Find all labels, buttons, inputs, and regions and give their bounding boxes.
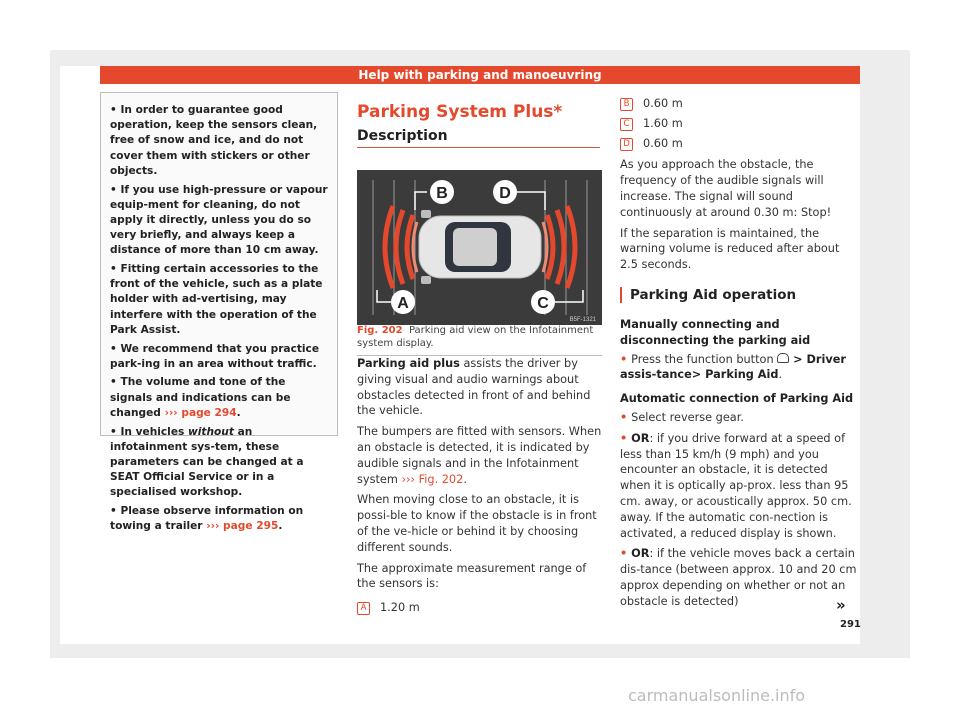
page-link[interactable]: ››› page 294 xyxy=(164,406,237,419)
label-d-icon: D xyxy=(620,138,633,151)
warning-item: • We recommend that you practice park-ing in an area without traffic. xyxy=(110,342,320,370)
bullet-icon: • xyxy=(620,410,632,424)
range-item: D 0.60 m xyxy=(620,136,860,152)
bullet-icon: • xyxy=(110,263,121,276)
paragraph: As you approach the obstacle, the frequency of the audible signals will increase. The signal will sound continuously at around 0.30 m: Stop! xyxy=(620,158,832,219)
figure-label-a: A xyxy=(397,295,409,312)
operation-column xyxy=(620,96,860,615)
paragraph: Parking aid plus assists the driver by giving visual and audio warnings about obstacles detected in front of and behind the vehicle. xyxy=(357,357,591,418)
bullet-icon: • xyxy=(110,376,121,389)
figure-link[interactable]: ››› Fig. 202 xyxy=(401,472,464,486)
bullet-icon: • xyxy=(110,104,121,116)
bullet-icon: • xyxy=(110,183,121,196)
continue-icon: » xyxy=(836,596,846,614)
warning-item: • In order to guarantee good operation, keep the sensors clean, free of snow and ice, and do not cover them with stickers or other objects. xyxy=(110,104,318,177)
section-title: Parking System Plus* xyxy=(357,102,563,122)
bullet-item: • OR: if the vehicle moves back a certain dis-tance (between approx. 10 and 20 cm approx depending on whether or not an obstacle is detected) xyxy=(620,547,857,608)
parking-aid-illustration xyxy=(357,170,602,325)
chapter-header: Help with parking and manoeuvring xyxy=(100,66,860,84)
figure-number: Fig. 202 xyxy=(357,325,403,336)
bullet-item: • Press the function button > Driver assis-tance> Parking Aid. xyxy=(620,352,846,382)
bullet-icon: • xyxy=(620,352,632,366)
warning-item: • Fitting certain accessories to the front of the vehicle, such as a plate holder with ad-vertising, may interfere with the operation of the Park Assist. xyxy=(110,263,323,336)
figure-code: B5F-1321 xyxy=(569,317,596,323)
watermark: carmanualsonline.info xyxy=(628,686,806,705)
label-c-icon: C xyxy=(620,118,633,131)
bullet-icon: • xyxy=(110,342,121,355)
warning-item: • In vehicles without an infotainment sys-tem, these parameters can be changed at a SEAT Official Service or in a specialised workshop. xyxy=(110,425,304,499)
parking-aid-figure xyxy=(357,170,602,325)
paragraph: The bumpers are fitted with sensors. When an obstacle is detected, it is indicated by audible signals and in the Infotainment system ››› Fig. 202. xyxy=(357,425,602,486)
page-number: 291 xyxy=(840,619,861,630)
description-column xyxy=(357,96,602,148)
figure-label-b: B xyxy=(436,185,448,202)
page-link[interactable]: ››› page 295 xyxy=(206,520,279,533)
range-item: B 0.60 m xyxy=(620,96,860,112)
bullet-icon: • xyxy=(620,431,632,445)
paragraph: The approximate measurement range of the sensors is: xyxy=(357,561,587,591)
section-subtitle: Description xyxy=(357,128,600,148)
figure-caption: Fig. 202 Parking aid view on the Infotainment system display. xyxy=(357,324,602,356)
subheading: Manually connecting and disconnecting the parking aid xyxy=(620,317,811,347)
figure-label-c: C xyxy=(537,295,549,312)
subsection-title: Parking Aid operation xyxy=(620,287,860,303)
bullet-item: • OR: if you drive forward at a speed of less than 15 km/h (9 mph) and you encounter an obstacle, it is detected when it is optically ap-prox. less than 95 cm. away, or acoustically approx. 50 cm. away. If the automatic con-nection is activated, a reduced display is shown. xyxy=(620,431,852,540)
bullet-item: • Select reverse gear. xyxy=(620,410,744,424)
warning-item: • Please observe information on towing a trailer ››› page 295. xyxy=(110,505,304,533)
paragraph: If the separation is maintained, the warning volume is reduced after about 2.5 seconds. xyxy=(620,226,840,272)
bullet-icon: • xyxy=(620,547,632,561)
warning-item: • If you use high-pressure or vapour equip-ment for cleaning, do not apply it directly, unless you do so very briefly, and always keep a distance of more than 10 cm away. xyxy=(110,183,328,257)
warning-item: • The volume and tone of the signals and indications can be changed ››› page 294. xyxy=(110,376,291,419)
bullet-icon: • xyxy=(110,425,121,438)
description-text xyxy=(357,356,602,621)
figure-label-d: D xyxy=(499,185,511,202)
warning-box xyxy=(100,92,338,533)
range-item: A 1.20 m xyxy=(357,600,602,616)
subheading: Automatic connection of Parking Aid xyxy=(620,392,854,406)
label-b-icon: B xyxy=(620,98,633,111)
label-a-icon: A xyxy=(357,602,370,615)
function-button-icon xyxy=(777,353,789,363)
paragraph: When moving close to an obstacle, it is possi-ble to know if the obstacle is in front of the ve-hicle or behind it by choosing different sounds. xyxy=(357,493,597,554)
range-item: C 1.60 m xyxy=(620,116,860,132)
bullet-icon: • xyxy=(110,505,121,518)
